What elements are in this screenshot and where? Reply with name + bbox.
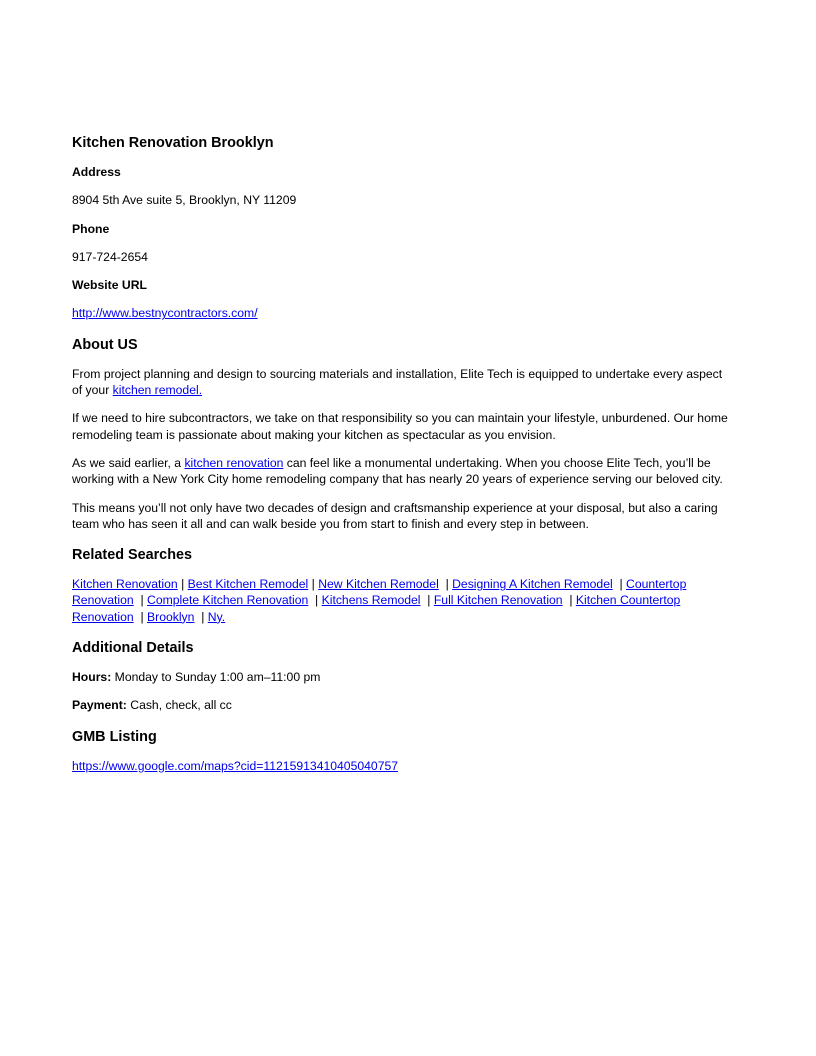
separator: | (315, 593, 319, 608)
kitchen-renovation-link[interactable]: kitchen renovation (184, 455, 284, 470)
page-title: Kitchen Renovation Brooklyn (72, 135, 274, 151)
hours-label: Hours: (72, 670, 112, 685)
gmb-heading: GMB Listing (72, 728, 157, 745)
about-p1-text: From project planning and design to sourcing materials and installation, Elite Tech is equipped to undertake every aspect of your (72, 366, 723, 398)
related-searches-list (72, 576, 732, 625)
website-link[interactable]: http://www.bestnycontractors.com/ (72, 306, 258, 321)
address-label: Address (72, 165, 121, 179)
separator: | (311, 577, 315, 592)
separator: | (140, 609, 144, 624)
separator: | (427, 593, 431, 608)
document-page (72, 134, 732, 786)
payment-value: Cash, check, all cc (126, 698, 232, 713)
separator: | (140, 593, 144, 608)
related-link[interactable]: Full Kitchen Renovation (433, 593, 563, 608)
about-paragraph-2: If we need to hire subcontractors, we take on that responsibility so you can maintain your lifestyle, unburdened. Our home remodeling team is passionate about making your kitchen as spectacular as you envision. (72, 411, 728, 442)
separator: | (445, 577, 449, 592)
details-heading: Additional Details (72, 640, 194, 657)
about-paragraph-4: This means you’ll not only have two decades of design and craftsmanship experience at your disposal, but also a caring team who has seen it all and can walk beside you from start to finish and every step in between. (72, 500, 718, 531)
related-link[interactable]: Designing A Kitchen Remodel (452, 577, 613, 592)
hours-row (72, 669, 732, 685)
separator: | (181, 577, 185, 592)
related-heading: Related Searches (72, 547, 192, 564)
related-link[interactable]: New Kitchen Remodel (318, 577, 439, 592)
related-link[interactable]: Ny. (207, 609, 226, 624)
website-label: Website URL (72, 278, 147, 293)
phone-label: Phone (72, 221, 110, 236)
about-paragraph-1 (72, 366, 732, 399)
related-link[interactable]: Complete Kitchen Renovation (147, 593, 309, 608)
hours-value: Monday to Sunday 1:00 am–11:00 pm (111, 670, 321, 685)
related-link[interactable]: Best Kitchen Remodel (187, 577, 309, 592)
address-value: 8904 5th Ave suite 5, Brooklyn, NY 11209 (72, 193, 297, 208)
separator: | (569, 593, 573, 608)
related-link[interactable]: Brooklyn (147, 609, 195, 624)
gmb-paragraph (72, 758, 732, 774)
related-link[interactable]: Kitchens Remodel (321, 593, 421, 608)
payment-label: Payment: (72, 698, 127, 713)
about-heading: About US (72, 336, 138, 353)
payment-row (72, 697, 732, 713)
about-paragraph-3 (72, 455, 732, 488)
separator: | (619, 577, 623, 592)
related-link[interactable]: Countertop Renovation (72, 577, 687, 608)
related-link[interactable]: Kitchen Renovation (72, 577, 178, 592)
about-p3-after: can feel like a monumental undertaking. When you choose Elite Tech, you’ll be working with a New York City home remodeling company that has nearly 20 years of experience serving our beloved city. (72, 455, 723, 487)
website-paragraph (72, 305, 732, 321)
gmb-link[interactable]: https://www.google.com/maps?cid=11215913410405040757 (72, 758, 399, 773)
kitchen-remodel-link[interactable]: kitchen remodel. (112, 383, 203, 398)
separator: | (201, 609, 205, 624)
phone-value: 917-724-2654 (72, 249, 148, 264)
about-p3-before: As we said earlier, a (72, 455, 185, 470)
related-link[interactable]: Kitchen Countertop Renovation (72, 593, 681, 624)
